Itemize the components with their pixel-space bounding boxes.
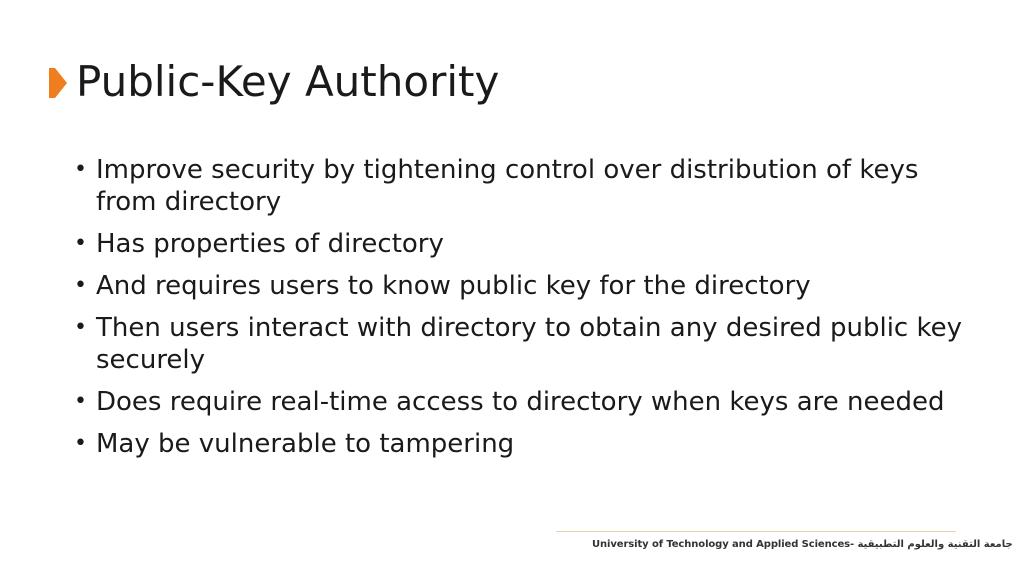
bullet-item [72,154,972,218]
bullet-text: And requires users to know public key for the directory [96,271,811,301]
bullet-dot: • [74,315,87,340]
bullet-item [72,270,972,302]
bullet-dot: • [74,157,87,182]
bullet-dot: • [74,389,87,414]
bullet-item [72,312,972,376]
footer-institution: University of Technology and Applied Sciences- جامعة التقنية والعلوم التطبيقية [592,539,1013,550]
bullet-dot: • [74,273,87,298]
bullet-item [72,428,972,460]
bullet-dot: • [74,231,87,256]
bullet-list [72,154,972,470]
bullet-text: Improve security by tightening control over distribution of keys from directory [96,155,919,217]
slide-title: Public-Key Authority [76,57,500,106]
bullet-dot: • [74,431,87,456]
bullet-text: May be vulnerable to tampering [96,429,515,459]
bullet-text: Does require real-time access to directory when keys are needed [96,387,945,417]
footer-divider [556,531,956,532]
bullet-text: Then users interact with directory to obtain any desired public key securely [96,313,962,375]
bullet-text: Has properties of directory [96,229,444,259]
bullet-item [72,228,972,260]
bullet-item [72,386,972,418]
title-arrow-icon [49,68,67,98]
